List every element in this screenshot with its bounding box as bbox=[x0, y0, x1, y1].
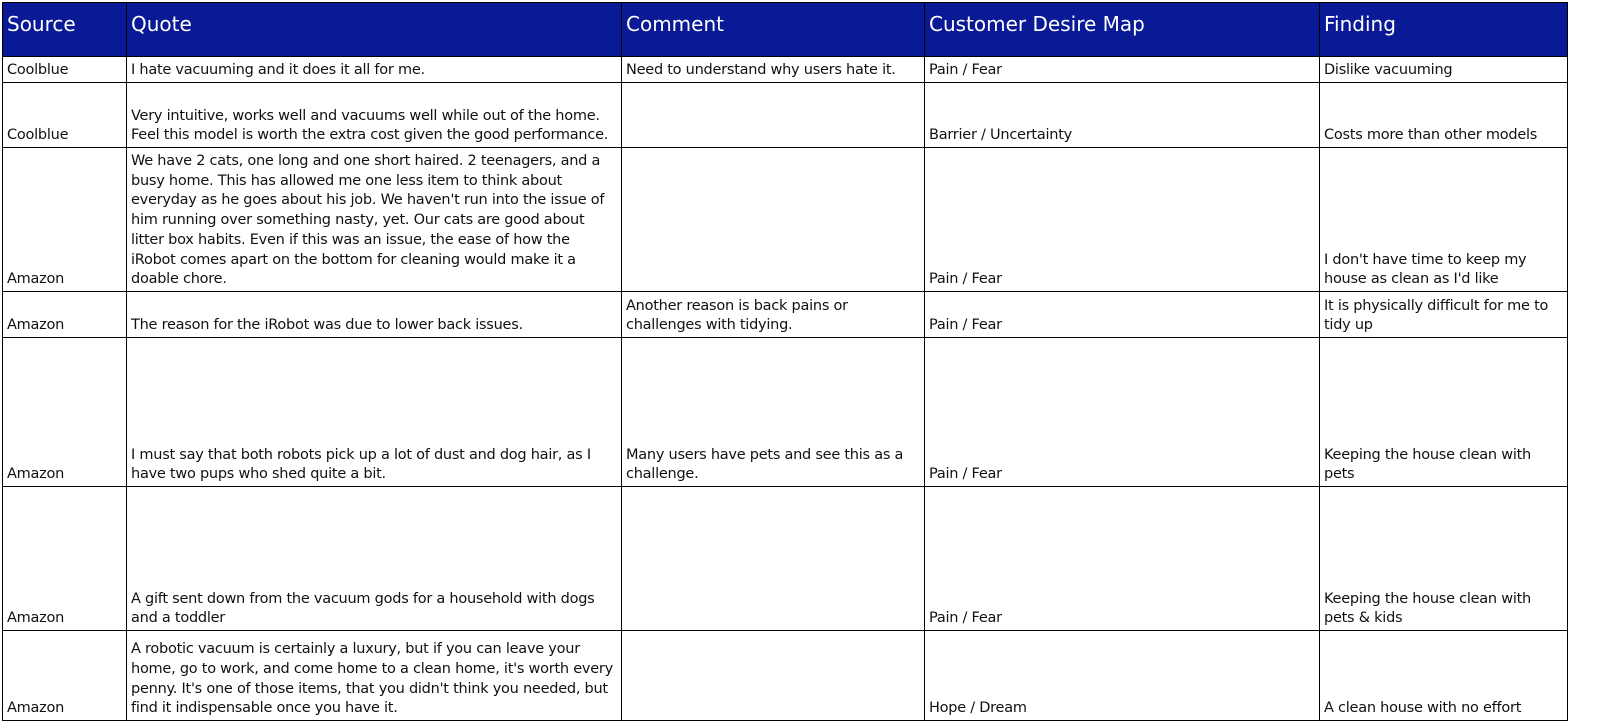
cell-finding[interactable]: Keeping the house clean with pets & kids bbox=[1320, 487, 1568, 631]
cell-source[interactable]: Coolblue bbox=[3, 57, 127, 83]
cell-desire[interactable]: Pain / Fear bbox=[925, 148, 1320, 292]
cell-desire[interactable]: Hope / Dream bbox=[925, 631, 1320, 721]
header-quote[interactable]: Quote bbox=[127, 3, 622, 57]
cell-source[interactable]: Amazon bbox=[3, 487, 127, 631]
cell-finding[interactable]: I don't have time to keep my house as clean as I'd like bbox=[1320, 148, 1568, 292]
cell-finding[interactable]: It is physically difficult for me to tidy up bbox=[1320, 292, 1568, 338]
cell-finding[interactable]: Dislike vacuuming bbox=[1320, 57, 1568, 83]
customer-research-table bbox=[2, 2, 1568, 721]
cell-desire[interactable]: Pain / Fear bbox=[925, 338, 1320, 487]
cell-comment[interactable] bbox=[622, 148, 925, 292]
table-row bbox=[3, 57, 1568, 83]
cell-source[interactable]: Amazon bbox=[3, 292, 127, 338]
cell-desire[interactable]: Barrier / Uncertainty bbox=[925, 83, 1320, 148]
cell-source[interactable]: Amazon bbox=[3, 338, 127, 487]
cell-comment[interactable] bbox=[622, 631, 925, 721]
cell-quote[interactable]: I hate vacuuming and it does it all for me. bbox=[127, 57, 622, 83]
header-finding[interactable]: Finding bbox=[1320, 3, 1568, 57]
cell-finding[interactable]: A clean house with no effort bbox=[1320, 631, 1568, 721]
cell-comment[interactable]: Another reason is back pains or challenges with tidying. bbox=[622, 292, 925, 338]
header-customer-desire-map[interactable]: Customer Desire Map bbox=[925, 3, 1320, 57]
cell-comment[interactable]: Many users have pets and see this as a challenge. bbox=[622, 338, 925, 487]
cell-quote[interactable]: A robotic vacuum is certainly a luxury, but if you can leave your home, go to work, and come home to a clean home, it's worth every penny. It's one of those items, that you didn't think you needed, but find it indispensable once you have it. bbox=[127, 631, 622, 721]
cell-quote[interactable]: We have 2 cats, one long and one short haired. 2 teenagers, and a busy home. This has allowed me one less item to think about everyday as he goes about his job. We haven't run into the issue of him running over something nasty, yet. Our cats are good about litter box habits. Even if this was an issue, the ease of how the iRobot comes apart on the bottom for cleaning would make it a doable chore. bbox=[127, 148, 622, 292]
cell-quote[interactable]: The reason for the iRobot was due to lower back issues. bbox=[127, 292, 622, 338]
cell-quote[interactable]: A gift sent down from the vacuum gods for a household with dogs and a toddler bbox=[127, 487, 622, 631]
cell-finding[interactable]: Costs more than other models bbox=[1320, 83, 1568, 148]
table-row bbox=[3, 83, 1568, 148]
cell-comment[interactable] bbox=[622, 487, 925, 631]
table-row bbox=[3, 148, 1568, 292]
cell-source[interactable]: Amazon bbox=[3, 631, 127, 721]
table-row bbox=[3, 338, 1568, 487]
table-row bbox=[3, 487, 1568, 631]
header-comment[interactable]: Comment bbox=[622, 3, 925, 57]
cell-comment[interactable]: Need to understand why users hate it. bbox=[622, 57, 925, 83]
table-row bbox=[3, 292, 1568, 338]
table-row bbox=[3, 631, 1568, 721]
cell-finding[interactable]: Keeping the house clean with pets bbox=[1320, 338, 1568, 487]
cell-source[interactable]: Coolblue bbox=[3, 83, 127, 148]
cell-desire[interactable]: Pain / Fear bbox=[925, 57, 1320, 83]
cell-desire[interactable]: Pain / Fear bbox=[925, 487, 1320, 631]
cell-quote[interactable]: I must say that both robots pick up a lot of dust and dog hair, as I have two pups who shed quite a bit. bbox=[127, 338, 622, 487]
cell-desire[interactable]: Pain / Fear bbox=[925, 292, 1320, 338]
header-row bbox=[3, 3, 1568, 57]
cell-source[interactable]: Amazon bbox=[3, 148, 127, 292]
header-source[interactable]: Source bbox=[3, 3, 127, 57]
cell-quote[interactable]: Very intuitive, works well and vacuums well while out of the home. Feel this model is worth the extra cost given the good performance. bbox=[127, 83, 622, 148]
cell-comment[interactable] bbox=[622, 83, 925, 148]
